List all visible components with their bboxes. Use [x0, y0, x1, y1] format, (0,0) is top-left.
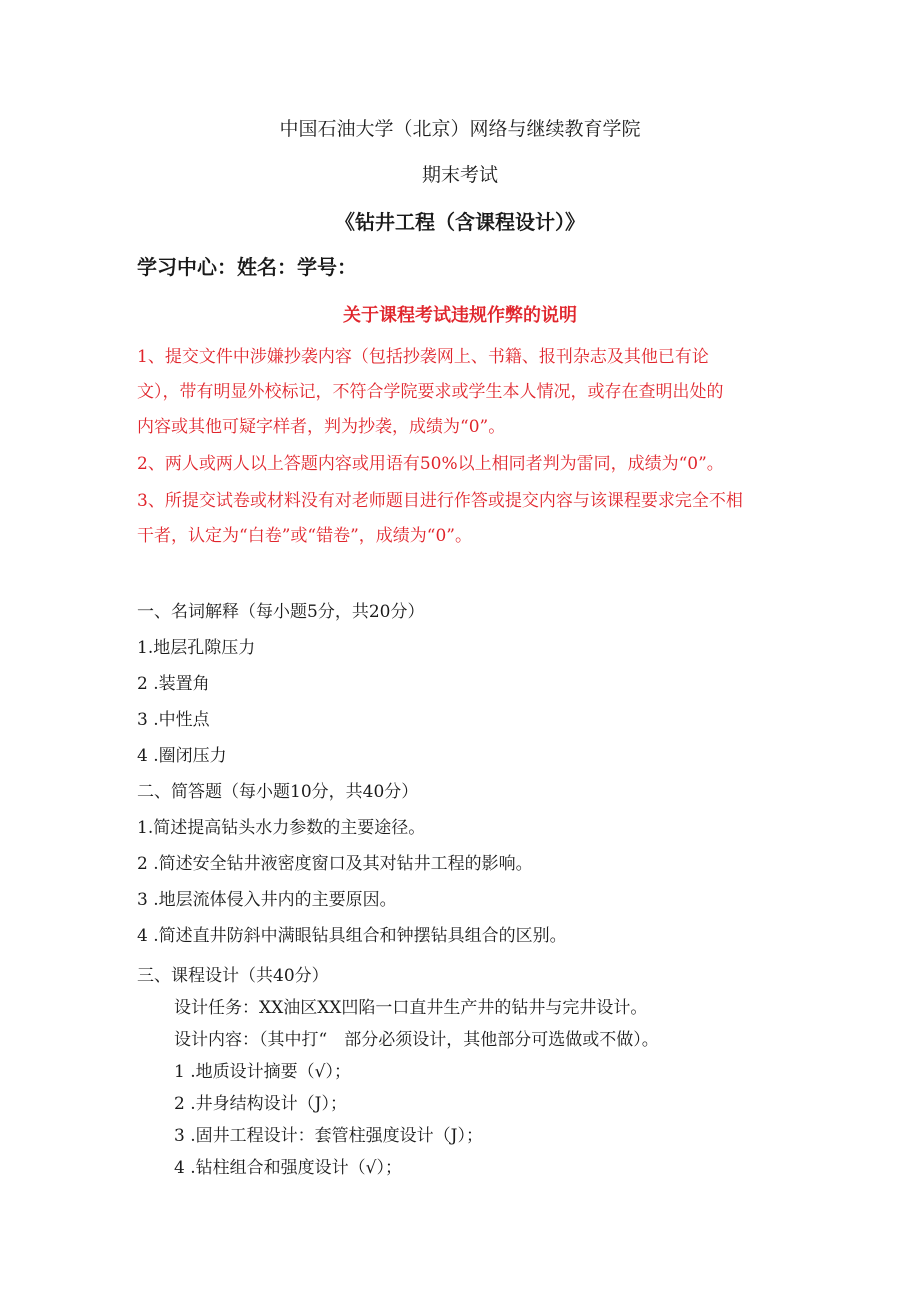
- question-item: 1.地层孔隙压力: [137, 638, 256, 658]
- section-heading: 二、简答题（每小题10分，共40分）: [137, 782, 419, 802]
- design-item: 1 .地质设计摘要（√）；: [174, 1062, 351, 1082]
- section-heading: 三、课程设计（共40分）: [137, 966, 329, 986]
- question-item: 1.简述提高钻头水力参数的主要途径。: [137, 818, 426, 838]
- student-info-line: 学习中心：姓名：学号：: [137, 255, 357, 279]
- question-item: 3 .地层流体侵入井内的主要原因。: [137, 890, 397, 910]
- course-title: 《钻井工程（含课程设计）》: [335, 210, 585, 234]
- question-item: 2 .简述安全钻井液密度窗口及其对钻井工程的影响。: [137, 854, 533, 874]
- exam-type: 期末考试: [421, 164, 498, 186]
- notice-title: 关于课程考试违规作弊的说明: [343, 305, 577, 326]
- notice-line: 1、提交文件中涉嫌抄袭内容（包括抄袭网上、书籍、报刊杂志及其他已有论: [137, 347, 709, 367]
- notice-line: 内容或其他可疑字样者，判为抄袭，成绩为“0”。: [137, 417, 506, 437]
- question-item: 4 .圈闭压力: [137, 746, 227, 766]
- notice-line: 3、所提交试卷或材料没有对老师题目进行作答或提交内容与该课程要求完全不相: [137, 491, 743, 511]
- notice-line: 文），带有明显外校标记，不符合学院要求或学生本人情况，或存在查明出处的: [137, 382, 724, 402]
- institution-title: 中国石油大学（北京）网络与继续教育学院: [279, 118, 641, 140]
- question-item: 2 .装置角: [137, 674, 210, 694]
- design-content: 设计内容：（其中打“ 部分必须设计，其他部分可选做或不做）。: [174, 1030, 659, 1050]
- design-task: 设计任务：XX油区XX凹陷一口直井生产井的钻井与完井设计。: [174, 998, 648, 1018]
- design-item: 4 .钻柱组合和强度设计（√）；: [174, 1158, 402, 1178]
- design-item: 3 .固井工程设计：套管柱强度设计（J）；: [174, 1126, 483, 1146]
- question-item: 4 .简述直井防斜中满眼钻具组合和钟摆钻具组合的区别。: [137, 926, 567, 946]
- notice-line: 干者，认定为“白卷”或“错卷”，成绩为“0”。: [137, 526, 472, 546]
- section-heading: 一、名词解释（每小题5分，共20分）: [137, 602, 425, 622]
- notice-line: 2、两人或两人以上答题内容或用语有50%以上相同者判为雷同，成绩为“0”。: [137, 454, 724, 474]
- design-item: 2 .井身结构设计（J）；: [174, 1094, 347, 1114]
- question-item: 3 .中性点: [137, 710, 210, 730]
